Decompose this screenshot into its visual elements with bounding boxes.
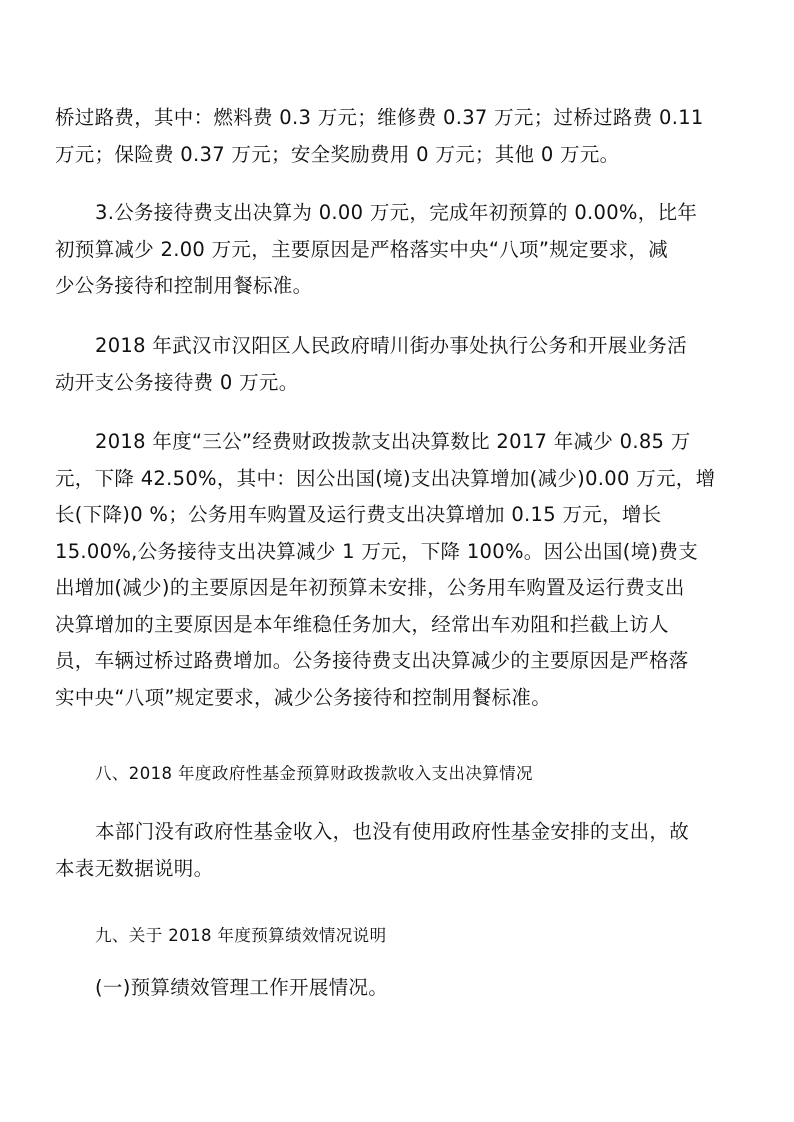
text-line: 2018 年武汉市汉阳区人民政府晴川街办事处执行公务和开展业务活 xyxy=(95,334,687,357)
text-line: 实中央“八项”规定要求，减少公务接待和控制用餐标准。 xyxy=(55,685,552,709)
text-line: 元，下降 42.50%，其中：因公出国(境)支出决算增加(减少)0.00 万元，增 xyxy=(55,466,716,490)
text-line: 少公务接待和控制用餐标准。 xyxy=(55,274,313,297)
section-heading-8: 八、2018 年度政府性基金预算财政拨款收入支出决算情况 xyxy=(95,764,533,783)
paragraph-three-public-comparison xyxy=(55,424,745,716)
text-line: 3.公务接待费支出决算为 0.00 万元，完成年初预算的 0.00%，比年 xyxy=(95,201,698,224)
text-line: 出增加(减少)的主要原因是年初预算未安排，公务用车购置及运行费支出 xyxy=(55,576,685,599)
text-line: 万元；保险费 0.37 万元；安全奖励费用 0 万元；其他 0 万元。 xyxy=(55,142,620,166)
paragraph-reception-expense xyxy=(55,195,745,305)
text-line: 员，车辆过桥过路费增加。公务接待费支出决算减少的主要原因是严格落 xyxy=(55,649,689,672)
text-line: 2018 年度“三公”经费财政拨款支出决算数比 2017 年减少 0.85 万 xyxy=(95,430,691,453)
paragraph-government-fund xyxy=(55,814,745,887)
paragraph-performance-subsection xyxy=(55,970,745,1007)
text-line: 本部门没有政府性基金收入，也没有使用政府性基金安排的支出，故 xyxy=(95,820,690,843)
text-line: 决算增加的主要原因是本年维稳任务加大，经常出车劝阻和拦截上访人 xyxy=(55,612,669,636)
text-line: 本表无数据说明。 xyxy=(55,856,214,880)
paragraph-reception-count xyxy=(55,328,745,401)
text-line: 桥过路费，其中：燃料费 0.3 万元；维修费 0.37 万元；过桥过路费 0.11 xyxy=(55,106,704,129)
text-line: (一)预算绩效管理工作开展情况。 xyxy=(95,976,389,999)
section-heading-9: 九、关于 2018 年度预算绩效情况说明 xyxy=(95,926,387,945)
text-line: 动开支公务接待费 0 万元。 xyxy=(55,370,299,394)
text-line: 初预算减少 2.00 万元，主要原因是严格落实中央“八项”规定要求，减 xyxy=(55,237,669,261)
text-line: 长(下降)0 %；公务用车购置及运行费支出决算增加 0.15 万元，增长 xyxy=(55,503,662,526)
paragraph-vehicle-costs xyxy=(55,100,745,173)
text-line: 15.00%,公务接待支出决算减少 1 万元，下降 100%。因公出国(境)费支 xyxy=(55,539,699,563)
